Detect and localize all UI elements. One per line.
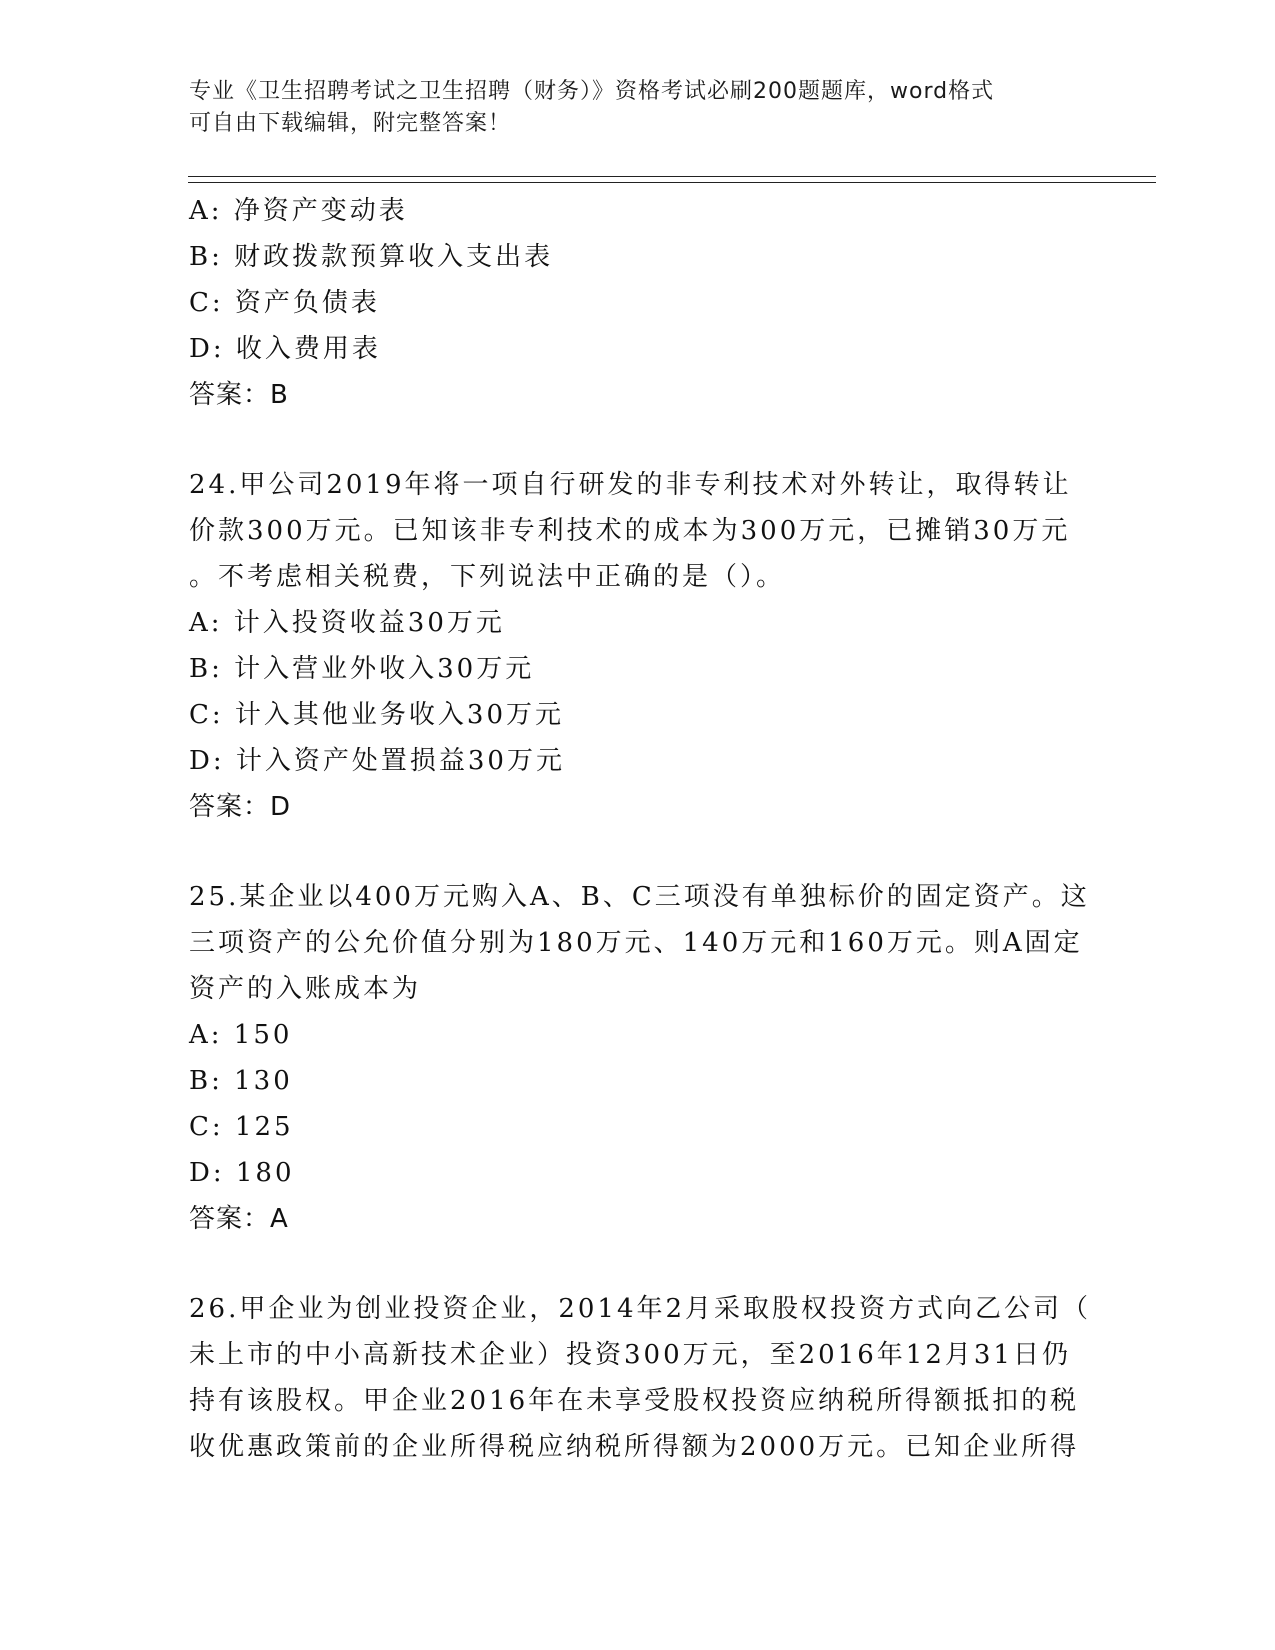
question-stem-line: 资产的入账成本为: [189, 974, 422, 1004]
header-line-2: 可自由下载编辑，附完整答案！: [189, 111, 512, 136]
option-c: C: 计入其他业务收入30万元: [189, 700, 565, 730]
spacer: [189, 418, 1089, 462]
header-divider-bottom: [188, 182, 1156, 183]
question-stem-line: 未上市的中小高新技术企业）投资300万元，至2016年12月31日仍: [189, 1340, 1071, 1370]
option-a: A: 净资产变动表: [189, 196, 408, 226]
option-a: A: 150: [189, 1020, 293, 1050]
question-23: [189, 188, 1089, 418]
question-stem-line: 。不考虑相关税费，下列说法中正确的是（）。: [189, 562, 786, 592]
spacer: [189, 830, 1089, 874]
document-body: [189, 188, 1092, 1470]
option-d: D: 计入资产处置损益30万元: [189, 746, 565, 776]
question-stem-line: 三项资产的公允价值分别为180万元、140万元和160万元。则A固定: [189, 928, 1083, 958]
option-d: D: 收入费用表: [189, 334, 381, 364]
answer-text: 答案：B: [189, 380, 289, 410]
question-stem-line: 收优惠政策前的企业所得税应纳税所得额为2000万元。已知企业所得: [189, 1432, 1080, 1462]
option-b: B: 计入营业外收入30万元: [189, 654, 535, 684]
question-24: [189, 462, 1089, 830]
question-stem-line: 价款300万元。已知该非专利技术的成本为300万元，已摊销30万元: [189, 516, 1071, 546]
option-c: C: 125: [189, 1112, 294, 1142]
question-stem-line: 25.某企业以400万元购入A、B、C三项没有单独标价的固定资产。这: [189, 882, 1090, 912]
answer-text: 答案：A: [189, 1204, 289, 1234]
option-c: C: 资产负债表: [189, 288, 380, 318]
option-b: B: 130: [189, 1066, 293, 1096]
spacer: [189, 1242, 1089, 1286]
question-26: [189, 1286, 1092, 1470]
header-divider-top: [188, 176, 1156, 177]
answer-text: 答案：D: [189, 792, 292, 822]
option-d: D: 180: [189, 1158, 295, 1188]
question-stem-line: 持有该股权。甲企业2016年在未享受股权投资应纳税所得额抵扣的税: [189, 1386, 1080, 1416]
question-stem-line: 26.甲企业为创业投资企业，2014年2月采取股权投资方式向乙公司（: [189, 1294, 1092, 1324]
option-b: B: 财政拨款预算收入支出表: [189, 242, 554, 272]
question-25: [189, 874, 1089, 1242]
document-header: [189, 76, 1069, 140]
header-line-1: 专业《卫生招聘考试之卫生招聘（财务）》资格考试必刷200题题库，word格式: [189, 79, 995, 104]
question-stem-line: 24.甲公司2019年将一项自行研发的非专利技术对外转让，取得转让: [189, 470, 1072, 500]
option-a: A: 计入投资收益30万元: [189, 608, 505, 638]
